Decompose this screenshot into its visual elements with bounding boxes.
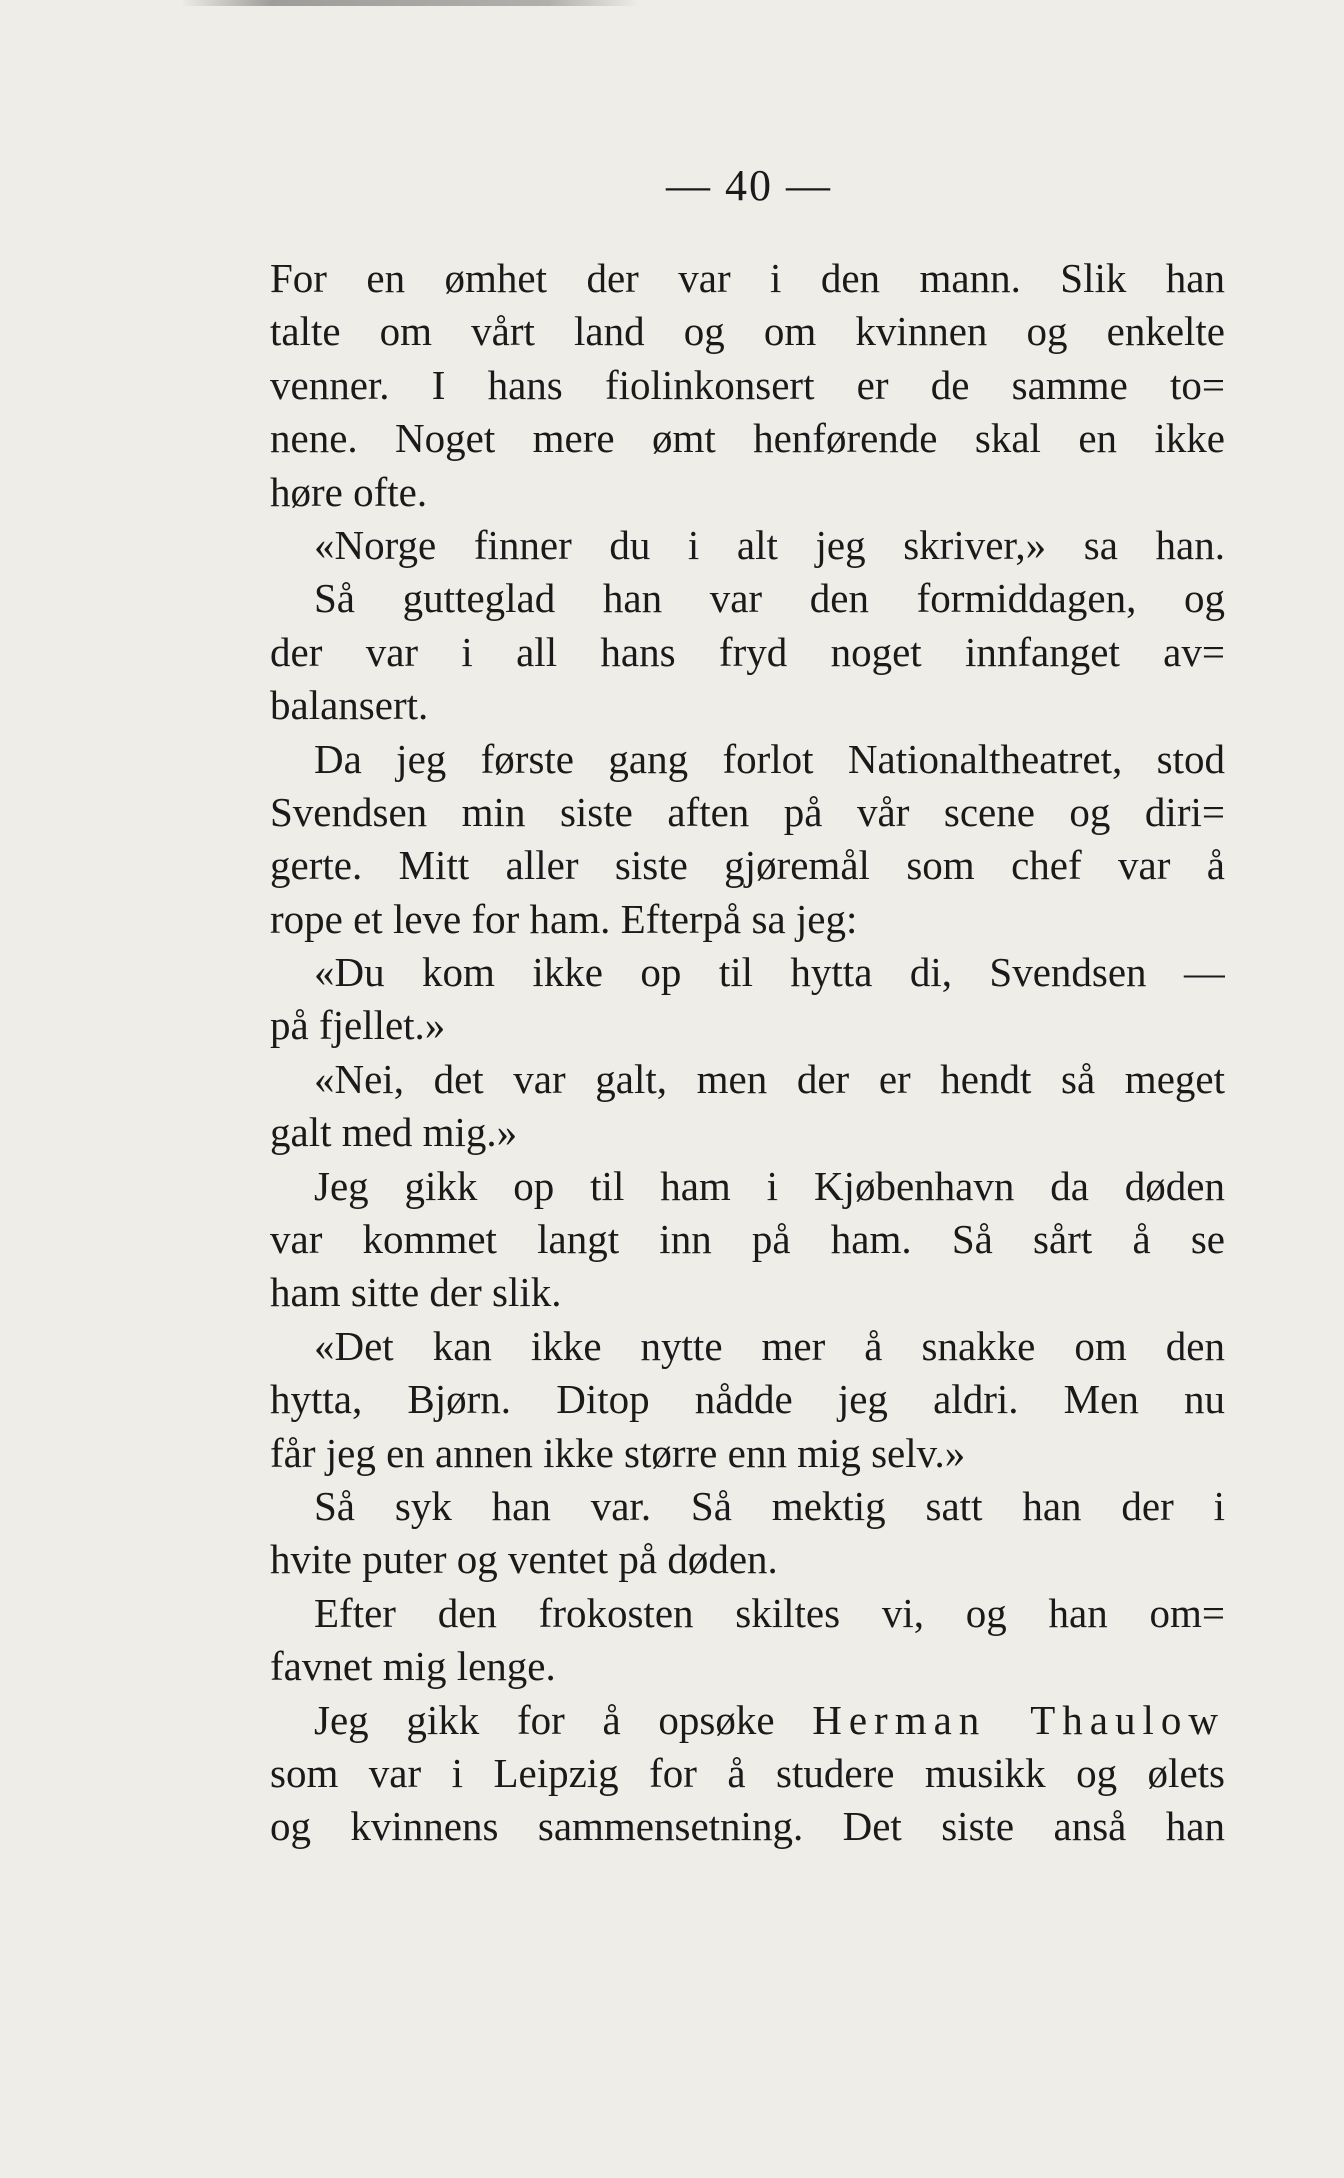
- text-line: hvite puter og ventet på døden.: [270, 1536, 778, 1583]
- text-line: favnet mig lenge.: [270, 1643, 556, 1690]
- text-line: får jeg en annen ikke større enn mig selv.»: [270, 1429, 966, 1476]
- text-line: Så gutteglad han var den formiddagen, og: [314, 575, 1225, 622]
- text-line: på fjellet.»: [270, 1002, 446, 1049]
- text-line: nene. Noget mere ømt henførende skal en ikke: [270, 415, 1225, 462]
- text-line: som var i Leipzig for å studere musikk og ølets: [270, 1749, 1225, 1796]
- text-line: balansert.: [270, 682, 429, 729]
- text-line: gerte. Mitt aller siste gjøremål som chef var å: [270, 842, 1225, 889]
- text-line: For en ømhet der var i den mann. Slik han: [270, 255, 1225, 301]
- text-line: «Du kom ikke op til hytta di, Svendsen —: [314, 949, 1225, 996]
- scan-edge-shadow: [180, 0, 640, 6]
- text-line: Jeg gikk op til ham i Kjøbenhavn da døden: [314, 1162, 1225, 1209]
- page-number: — 40 —: [666, 161, 832, 210]
- text-line: Så syk han var. Så mektig satt han der i: [314, 1482, 1225, 1529]
- spaced-name-herman-thaulow: Herman Thaulow: [812, 1696, 1225, 1743]
- text-line: talte om vårt land og om kvinnen og enkelte: [270, 308, 1225, 355]
- text-line: «Nei, det var galt, men der er hendt så meget: [314, 1055, 1225, 1102]
- text-line: høre ofte.: [270, 468, 428, 515]
- text-line-thaulow: [270, 1694, 1225, 1747]
- text-line: og kvinnens sammensetning. Det siste anså han: [270, 1803, 1225, 1850]
- thaulow-line-prefix: Jeg gikk for å opsøke: [314, 1696, 813, 1743]
- text-line: Svendsen min siste aften på vår scene og diri=: [270, 788, 1225, 835]
- text-line: var kommet langt inn på ham. Så sårt å se: [270, 1216, 1225, 1263]
- text-line: rope et leve for ham. Efterpå sa jeg:: [270, 895, 858, 942]
- text-line: hytta, Bjørn. Ditop nådde jeg aldri. Men nu: [270, 1376, 1225, 1423]
- text-line: venner. I hans fiolinkonsert er de samme to=: [270, 361, 1225, 408]
- text-line: ham sitte der slik.: [270, 1269, 562, 1316]
- body-text: [270, 252, 1225, 1854]
- text-line: Da jeg første gang forlot Nationaltheatret, stod: [314, 735, 1225, 782]
- text-line: Efter den frokosten skiltes vi, og han om=: [314, 1589, 1225, 1636]
- text-line: «Det kan ikke nytte mer å snakke om den: [314, 1322, 1225, 1369]
- text-line: der var i all hans fryd noget innfanget av=: [270, 628, 1225, 675]
- text-line: galt med mig.»: [270, 1109, 518, 1156]
- text-line: «Norge finner du i alt jeg skriver,» sa han.: [314, 521, 1225, 568]
